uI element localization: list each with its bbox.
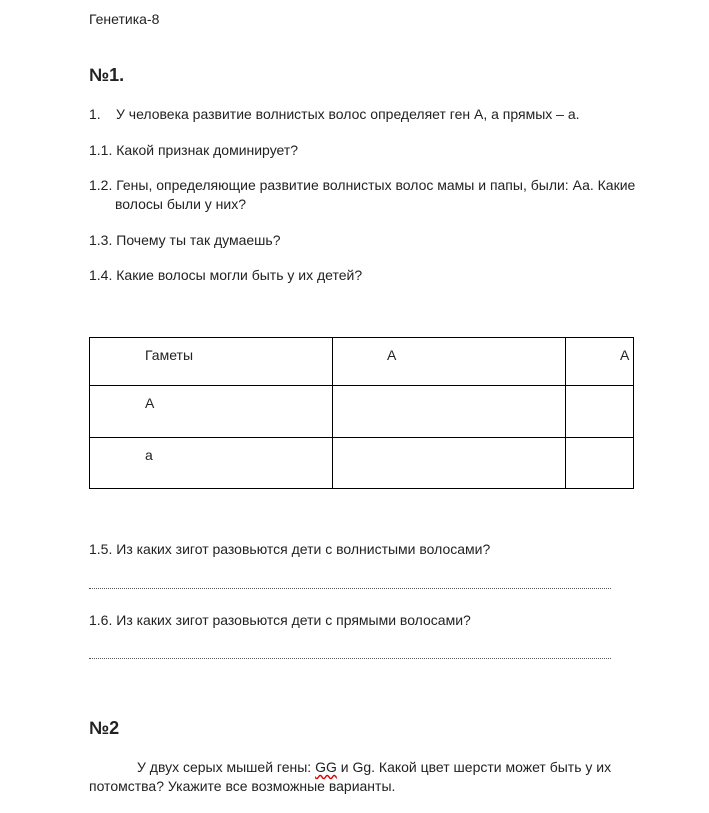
intro-text: У человека развитие волнистых волос определяет ген А, а прямых – а. <box>116 106 580 122</box>
spellcheck-word: GG <box>315 759 337 775</box>
question-1-3: 1.3. Почему ты так думаешь? <box>89 232 281 248</box>
punnett-table <box>89 337 634 489</box>
table-cell[interactable] <box>333 438 566 489</box>
question-1-5: 1.5. Из каких зигот разовьются дети с волнистыми волосами? <box>89 541 491 557</box>
item-number: 1. <box>89 106 101 122</box>
table-row <box>90 438 634 489</box>
table-cell: а <box>90 438 333 489</box>
table-cell: А <box>566 338 634 386</box>
task2-text-line1: У двух серых мышей гены: GG и Gg. Какой цвет шерсти может быть у их <box>137 759 612 775</box>
document-title: Генетика-8 <box>89 11 160 27</box>
question-1-4: 1.4. Какие волосы могли быть у их детей? <box>89 267 363 283</box>
question-1-6: 1.6. Из каких зигот разовьются дети с прямыми волосами? <box>89 612 471 628</box>
table-cell: А <box>90 386 333 438</box>
task1-intro <box>89 105 580 123</box>
table-cell[interactable] <box>566 386 634 438</box>
table-cell: Гаметы <box>90 338 333 386</box>
table-row <box>90 386 634 438</box>
answer-line-1-5[interactable] <box>89 588 611 589</box>
task2-text-line2: потомства? Укажите все возможные варианты. <box>89 778 396 794</box>
question-1-2-cont: волосы были у них? <box>115 196 247 212</box>
table-cell: А <box>333 338 566 386</box>
table-cell[interactable] <box>333 386 566 438</box>
task2-heading: №2 <box>89 718 120 738</box>
table-header-row <box>90 338 634 386</box>
answer-line-1-6[interactable] <box>89 658 611 659</box>
table-cell[interactable] <box>566 438 634 489</box>
question-1-1: 1.1. Какой признак доминирует? <box>89 142 299 158</box>
task1-heading: №1. <box>89 65 125 85</box>
question-1-2: 1.2. Гены, определяющие развитие волнистых волос мамы и папы, были: Аа. Какие <box>89 177 636 193</box>
